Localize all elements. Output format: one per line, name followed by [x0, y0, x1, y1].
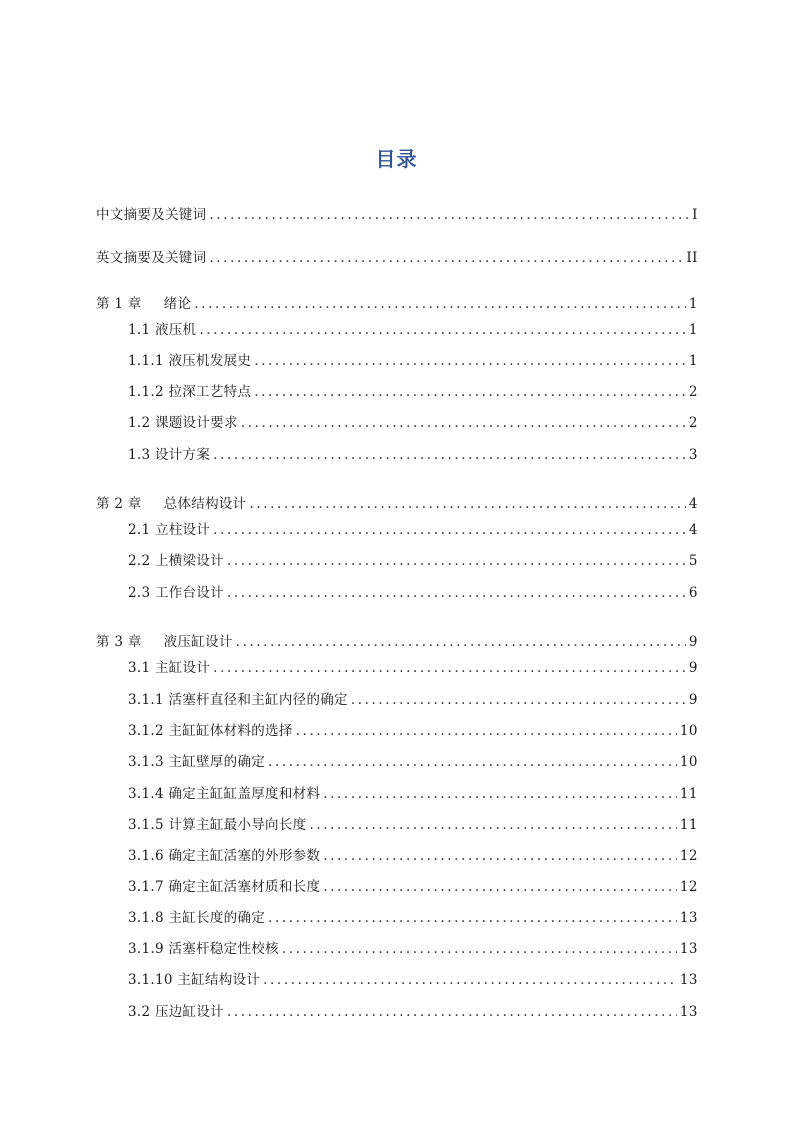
toc-leader-dots [213, 445, 686, 465]
toc-entry-section[interactable] [128, 908, 698, 928]
toc-page-number: 6 [688, 585, 698, 601]
toc-entry-section[interactable] [128, 690, 698, 710]
toc-leader-dots [209, 205, 689, 225]
toc-entry-chapter-3[interactable] [96, 632, 698, 652]
toc-page-number: 13 [679, 972, 698, 988]
toc-entry-english-abstract[interactable] [96, 248, 698, 268]
toc-entry-section[interactable] [128, 721, 698, 741]
toc-entry-label: 英文摘要及关键词 [96, 250, 207, 266]
toc-leader-dots [268, 752, 677, 772]
toc-leader-dots [227, 1002, 677, 1022]
toc-chapter-number: 第 2 章 [96, 496, 142, 512]
toc-leader-dots [323, 784, 677, 804]
toc-leader-dots [249, 494, 685, 514]
toc-leader-dots [209, 248, 683, 268]
toc-page-number: 1 [688, 322, 698, 338]
toc-page-number: 13 [679, 941, 698, 957]
toc-leader-dots [254, 382, 686, 402]
toc-leader-dots [227, 583, 686, 603]
toc-entry-label: 1.2 课题设计要求 [128, 415, 238, 431]
toc-entry-section[interactable] [128, 382, 698, 402]
toc-page-number: II [686, 250, 698, 266]
toc-entry-label: 中文摘要及关键词 [96, 207, 207, 223]
toc-entry-section[interactable] [128, 320, 698, 340]
toc-leader-dots [227, 551, 686, 571]
toc-entry-label: 总体结构设计 [163, 496, 247, 512]
toc-entry-section[interactable] [128, 413, 698, 433]
toc-entry-chapter-1[interactable] [96, 294, 698, 314]
toc-leader-dots [254, 351, 686, 371]
toc-leader-dots [351, 690, 686, 710]
toc-entry-section[interactable] [128, 970, 698, 990]
toc-page-number: 2 [688, 384, 698, 400]
toc-entry-section[interactable] [128, 551, 698, 571]
toc-page-number: I [692, 207, 698, 223]
toc-page-number: 13 [679, 910, 698, 926]
toc-entry-section[interactable] [128, 583, 698, 603]
toc-page-number: 1 [688, 353, 698, 369]
toc-page-number: 1 [688, 296, 698, 312]
toc-entry-section[interactable] [128, 752, 698, 772]
toc-leader-dots [323, 877, 677, 897]
toc-leader-dots [194, 294, 686, 314]
toc-entry-chapter-2[interactable] [96, 494, 698, 514]
toc-page-number: 12 [679, 848, 698, 864]
toc-chapter-number: 第 3 章 [96, 634, 142, 650]
page-title: 目录 [375, 147, 418, 171]
toc-leader-dots [282, 939, 677, 959]
toc-leader-dots [309, 815, 676, 835]
toc-page-number: 4 [688, 522, 698, 538]
toc-page-number: 9 [688, 660, 698, 676]
toc-entry-label: 3.1.5 计算主缸最小导向长度 [128, 817, 307, 833]
toc-entry-section[interactable] [128, 877, 698, 897]
toc-page-number: 10 [679, 723, 698, 739]
toc-entry-chinese-abstract[interactable] [96, 205, 698, 225]
toc-entry-label: 1.1 液压机 [128, 322, 197, 338]
toc-entry-section[interactable] [128, 520, 698, 540]
toc-entry-label: 3.1.8 主缸长度的确定 [128, 910, 266, 926]
toc-entry-label: 3.2 压边缸设计 [128, 1004, 224, 1020]
toc-leader-dots [199, 320, 686, 340]
toc-page-number: 2 [688, 415, 698, 431]
toc-leader-dots [268, 908, 677, 928]
toc-entry-section[interactable] [128, 658, 698, 678]
toc-entry-label: 1.3 设计方案 [128, 447, 211, 463]
toc-entry-label: 3.1.2 主缸缸体材料的选择 [128, 723, 293, 739]
toc-entry-section[interactable] [128, 1002, 698, 1022]
toc-entry-section[interactable] [128, 815, 698, 835]
toc-entry-label: 绪论 [163, 296, 192, 312]
toc-page-number: 9 [688, 634, 698, 650]
toc-leader-dots [213, 520, 686, 540]
toc-entry-label: 3.1.3 主缸壁厚的确定 [128, 754, 266, 770]
toc-chapter-number: 第 1 章 [96, 296, 142, 312]
toc-entry-label: 3.1.10 主缸结构设计 [128, 972, 261, 988]
toc-entry-label: 3.1.4 确定主缸缸盖厚度和材料 [128, 786, 321, 802]
toc-entry-label: 3.1.1 活塞杆直径和主缸内径的确定 [128, 692, 348, 708]
toc-page-number: 5 [688, 553, 698, 569]
toc-entry-section[interactable] [128, 939, 698, 959]
toc-entry-section[interactable] [128, 784, 698, 804]
toc-entry-label: 3.1.9 活塞杆稳定性校核 [128, 941, 279, 957]
toc-entry-label: 液压缸设计 [163, 634, 233, 650]
toc-entry-label: 1.1.1 液压机发展史 [128, 353, 252, 369]
toc-entry-section[interactable] [128, 445, 698, 465]
toc-page-number: 11 [679, 817, 698, 833]
toc-entry-label: 3.1 主缸设计 [128, 660, 211, 676]
toc-entry-label: 2.2 上横梁设计 [128, 553, 224, 569]
toc-leader-dots [296, 721, 677, 741]
toc-page-number: 3 [688, 447, 698, 463]
toc-entry-label: 3.1.6 确定主缸活塞的外形参数 [128, 848, 321, 864]
toc-page-number: 10 [679, 754, 698, 770]
toc-entry-section[interactable] [128, 846, 698, 866]
toc-page-number: 4 [688, 496, 698, 512]
toc-leader-dots [236, 632, 686, 652]
toc-page-number: 13 [679, 1004, 698, 1020]
toc-leader-dots [241, 413, 686, 433]
toc-page-number: 11 [679, 786, 698, 802]
toc-entry-label: 1.1.2 拉深工艺特点 [128, 384, 252, 400]
toc-entry-label: 2.3 工作台设计 [128, 585, 224, 601]
toc-leader-dots [323, 846, 677, 866]
toc-page-number: 12 [679, 879, 698, 895]
toc-leader-dots [213, 658, 686, 678]
toc-page-number: 9 [688, 692, 698, 708]
toc-entry-label: 3.1.7 确定主缸活塞材质和长度 [128, 879, 321, 895]
toc-leader-dots [263, 970, 677, 990]
toc-entry-label: 2.1 立柱设计 [128, 522, 211, 538]
toc-entry-section[interactable] [128, 351, 698, 371]
